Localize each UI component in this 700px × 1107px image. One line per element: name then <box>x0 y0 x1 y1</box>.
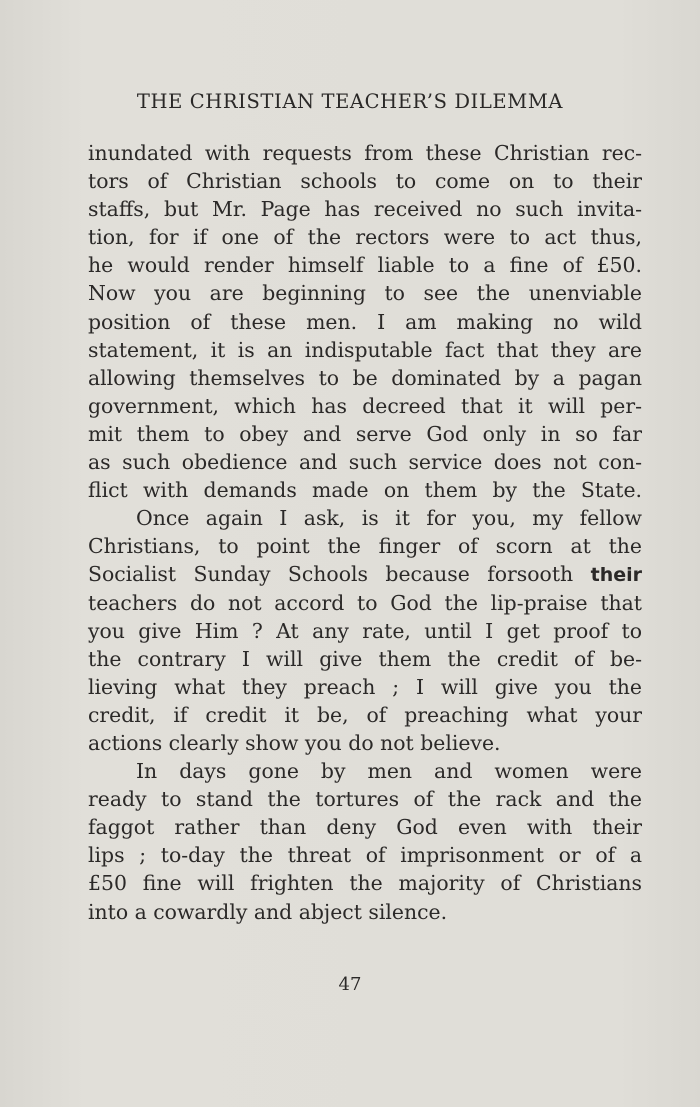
text-line: government, which has decreed that it will per- <box>88 393 642 418</box>
text-line: staffs, but Mr. Page has received no such invita- <box>88 197 642 222</box>
text-fragment: Socialist Sunday Schools because forsooth <box>88 562 574 587</box>
text-line: tion, for if one of the rectors were to act thus, <box>88 225 642 250</box>
text-line: inundated with requests from these Christian rec- <box>88 141 642 165</box>
text-line: position of these men. I am making no wild <box>88 309 642 334</box>
text-line: mit them to obey and serve God only in so far <box>88 421 642 446</box>
text-line: lieving what they preach ; I will give you the <box>88 674 642 699</box>
text-line-with-emphasis <box>88 560 642 588</box>
body-text <box>88 139 642 926</box>
emphasized-word: their <box>590 564 642 587</box>
text-line: faggot rather than deny God even with their <box>88 815 642 840</box>
running-title: THE CHRISTIAN TEACHER’S DILEMMA <box>136 90 564 113</box>
text-line: into a cowardly and abject silence. <box>88 899 448 924</box>
text-line: you give Him ? At any rate, until I get proof to <box>88 618 642 643</box>
text-line: Once again I ask, is it for you, my fellow <box>136 506 642 531</box>
text-line: £50 fine will frighten the majority of Christians <box>88 871 642 896</box>
text-line: credit, if credit it be, of preaching what your <box>88 702 642 727</box>
text-line: teachers do not accord to God the lip-praise that <box>88 590 642 615</box>
page-number: 47 <box>338 974 362 995</box>
text-line: allowing themselves to be dominated by a pagan <box>88 365 642 390</box>
text-line: ready to stand the tortures of the rack and the <box>88 787 642 812</box>
text-line: Christians, to point the finger of scorn at the <box>88 534 642 559</box>
text-line: flict with demands made on them by the State. <box>88 478 642 503</box>
text-line: statement, it is an indisputable fact that they are <box>88 337 642 362</box>
text-line: tors of Christian schools to come on to their <box>88 169 642 194</box>
text-line: lips ; to-day the threat of imprisonment or of a <box>88 843 642 868</box>
text-line: the contrary I will give them the credit of be- <box>88 646 642 671</box>
text-line: he would render himself liable to a fine of £50. <box>88 253 642 278</box>
text-line: Now you are beginning to see the unenviable <box>88 281 642 306</box>
text-line: as such obedience and such service does not con- <box>88 450 642 475</box>
text-line: actions clearly show you do not believe. <box>88 730 501 755</box>
text-line: In days gone by men and women were <box>136 759 642 784</box>
